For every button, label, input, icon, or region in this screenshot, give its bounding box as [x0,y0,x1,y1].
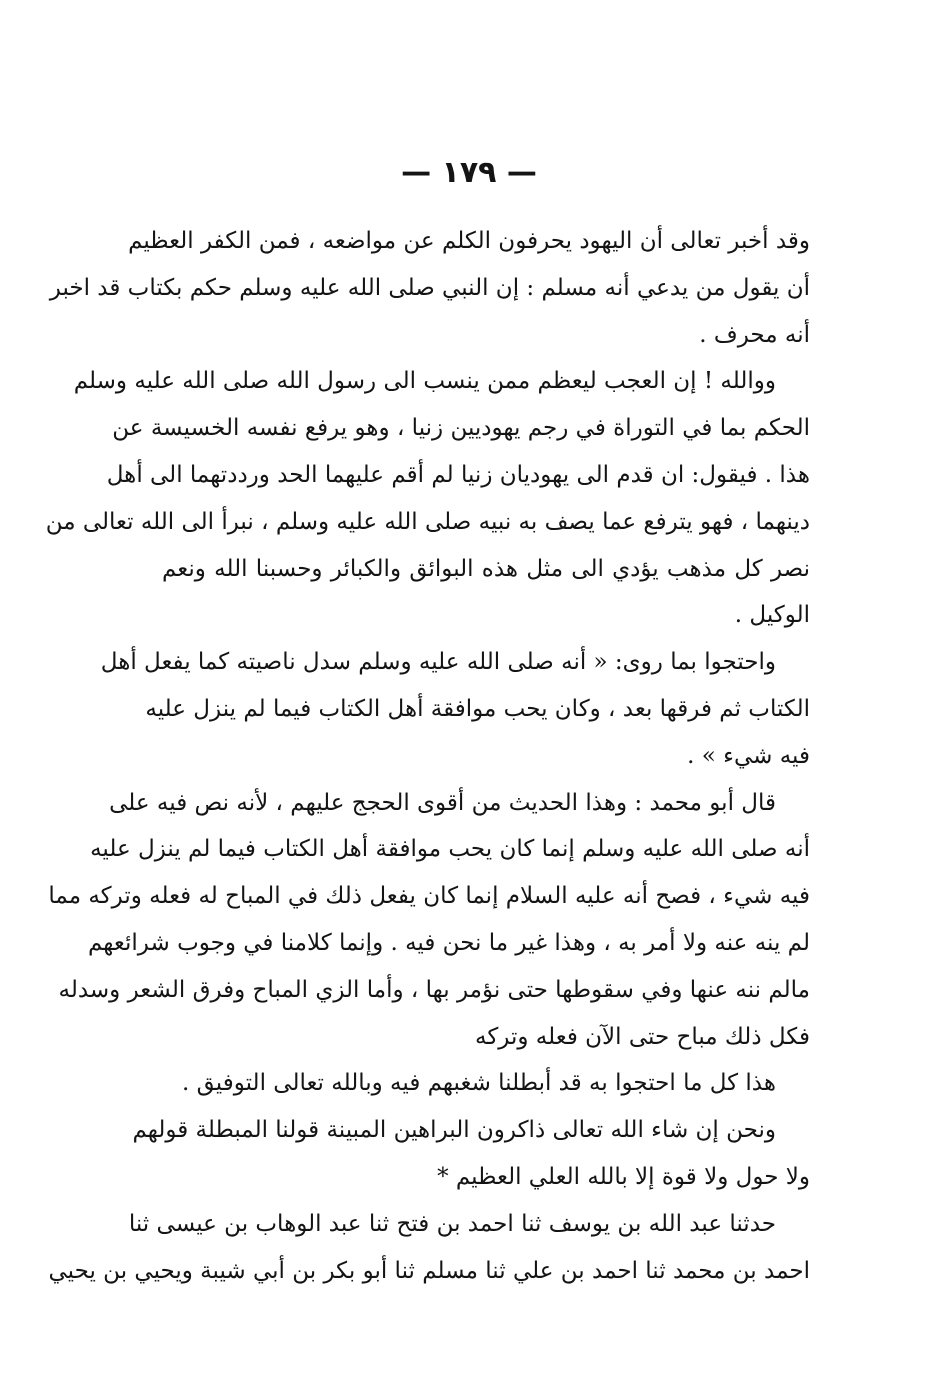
text-line: واحتجوا بما روى: « أنه صلى الله عليه وسلم سدل ناصيته كما يفعل أهل [100,649,776,676]
text-line: وقد أخبر تعالى أن اليهود يحرفون الكلم عن مواضعه ، فمن الكفر العظيم [128,228,810,254]
text-line: فكل ذلك مباح حتى الآن فعله وتركه [475,1023,810,1050]
text-line: لم ينه عنه ولا أمر به ، وهذا غير ما نحن فيه . وإنما كلامنا في وجوب شرائعهم [88,929,810,956]
text-line: فيه شيء ، فصح أنه عليه السلام إنما كان يفعل ذلك في المباح له فعله وتركه مما [48,883,810,910]
text-line: دينهما ، فهو يترفع عما يصف به نبيه صلى الله عليه وسلم ، نبرأ الى الله تعالى من [45,508,810,535]
text-line: نصر كل مذهب يؤدي الى مثل هذه البوائق والكبائر وحسبنا الله ونعم [162,555,810,582]
text-line: ووالله ! إن العجب ليعظم ممن ينسب الى رسول الله صلى الله عليه وسلم [73,368,776,395]
text-line: أن يقول من يدعي أنه مسلم : إن النبي صلى الله عليه وسلم حكم بكتاب قد اخبر [49,274,810,301]
text-line: قال أبو محمد : وهذا الحديث من أقوى الحجج عليهم ، لأنه نص فيه على [109,789,776,816]
text-line: هذا . فيقول: ان قدم الى يهوديان زنيا لم أقم عليهما الحد ورددتهما الى أهل [106,461,810,488]
text-line: ولا حول ولا قوة إلا بالله العلي العظيم * [437,1163,810,1190]
text-line: مالم ننه عنها وفي سقوطها حتى نؤمر بها ، وأما الزي المباح وفرق الشعر وسدله [58,976,810,1003]
text-line: أنه محرف . [699,321,810,348]
text-line: الكتاب ثم فرقها بعد ، وكان يحب موافقة أهل الكتاب فيما لم ينزل عليه [145,695,810,722]
text-line: هذا كل ما احتجوا به قد أبطلنا شغبهم فيه وبالله تعالى التوفيق . [182,1070,776,1097]
text-line: احمد بن محمد ثنا احمد بن علي ثنا مسلم ثنا أبو بكر بن أبي شيبة ويحيي بن يحيي [48,1257,810,1284]
text-line: فيه شيء » . [687,742,810,769]
text-line: حدثنا عبد الله بن يوسف ثنا احمد بن فتح ثنا عبد الوهاب بن عيسى ثنا [128,1210,776,1237]
text-line: أنه صلى الله عليه وسلم إنما كان يحب موافقة أهل الكتاب فيما لم ينزل عليه [90,836,810,863]
text-line: الوكيل . [734,602,810,629]
text-line: الحكم بما في التوراة في رجم يهوديين زنيا ، وهو يرفع نفسه الخسيسة عن [112,415,810,442]
body-text [45,218,810,1294]
text-line: ونحن إن شاء الله تعالى ذاكرون البراهين المبينة قولنا المبطلة قولهم [132,1117,776,1144]
page-number: — ١٧٩ — [401,155,537,190]
